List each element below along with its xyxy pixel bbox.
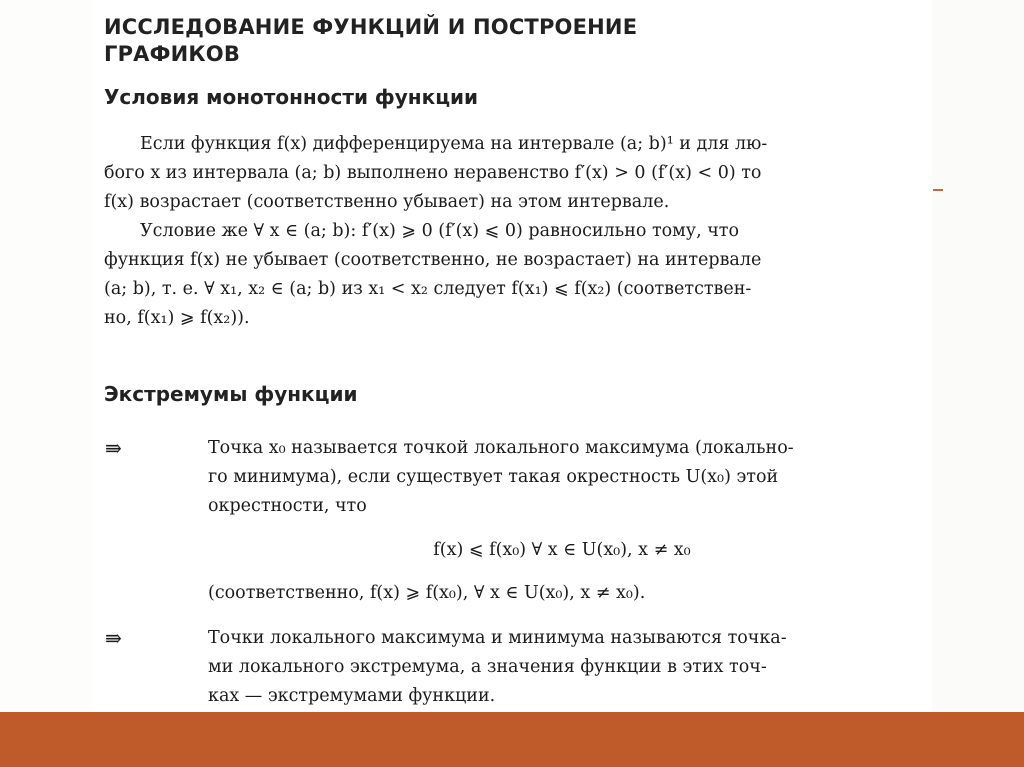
page-title-line-1: ИССЛЕДОВАНИЕ ФУНКЦИЙ И ПОСТРОЕНИЕ — [104, 15, 638, 39]
text-line: Условие же ∀ x ∈ (a; b): f′(x) ⩾ 0 (f′(x) ⩽ 0) равносильно тому, что — [140, 221, 740, 241]
text-line: но, f(x₁) ⩾ f(x₂)). — [104, 308, 250, 328]
text-line: f(x) возрастает (соответственно убывает) на этом интервале. — [104, 192, 670, 212]
text-line: (a; b), т. е. ∀ x₁, x₂ ∈ (a; b) из x₁ < x₂ следует f(x₁) ⩽ f(x₂) (соответствен- — [104, 279, 752, 299]
text-line: бого x из интервала (a; b) выполнено неравенство f′(x) > 0 (f′(x) < 0) то — [104, 163, 762, 183]
page-title-line-2: ГРАФИКОВ — [104, 42, 241, 66]
text-line: функция f(x) не убывает (соответственно, не возрастает) на интервале — [104, 250, 762, 270]
text-line: окрестности, что — [208, 496, 367, 516]
text-line: (соответственно, f(x) ⩾ f(x₀), ∀ x ∈ U(x₀), x ≠ x₀). — [208, 583, 646, 603]
max-condition-formula: f(x) ⩽ f(x₀) ∀ x ∈ U(x₀), x ≠ x₀ — [433, 540, 691, 560]
implication-arrow-icon: ⇛ — [105, 626, 122, 650]
text-line: Точки локального максимума и минимума называются точка- — [208, 628, 787, 648]
text-line: Точка x₀ называется точкой локального максимума (локально- — [208, 438, 794, 458]
slide-margin — [0, 0, 92, 767]
footer-accent-bar — [0, 712, 1024, 767]
monotonicity-paragraph — [104, 130, 894, 333]
section-heading-extrema: Экстремумы функции — [104, 382, 358, 406]
text-line: го минимума), если существует такая окрестность U(x₀) этой — [208, 467, 779, 487]
implication-arrow-icon: ⇛ — [105, 436, 122, 460]
text-line: Если функция f(x) дифференцируема на интервале (a; b)¹ и для лю- — [140, 134, 768, 154]
local-extremum-definition — [208, 434, 898, 521]
text-line: ках — экстремумами функции. — [208, 686, 496, 706]
decorative-tick — [933, 189, 943, 191]
min-condition-text — [208, 579, 898, 608]
page-title — [104, 14, 744, 68]
section-heading-monotonicity: Условия монотонности функции — [104, 85, 479, 109]
extremum-points-definition — [208, 624, 898, 711]
text-line: ми локального экстремума, а значения функции в этих точ- — [208, 657, 767, 677]
